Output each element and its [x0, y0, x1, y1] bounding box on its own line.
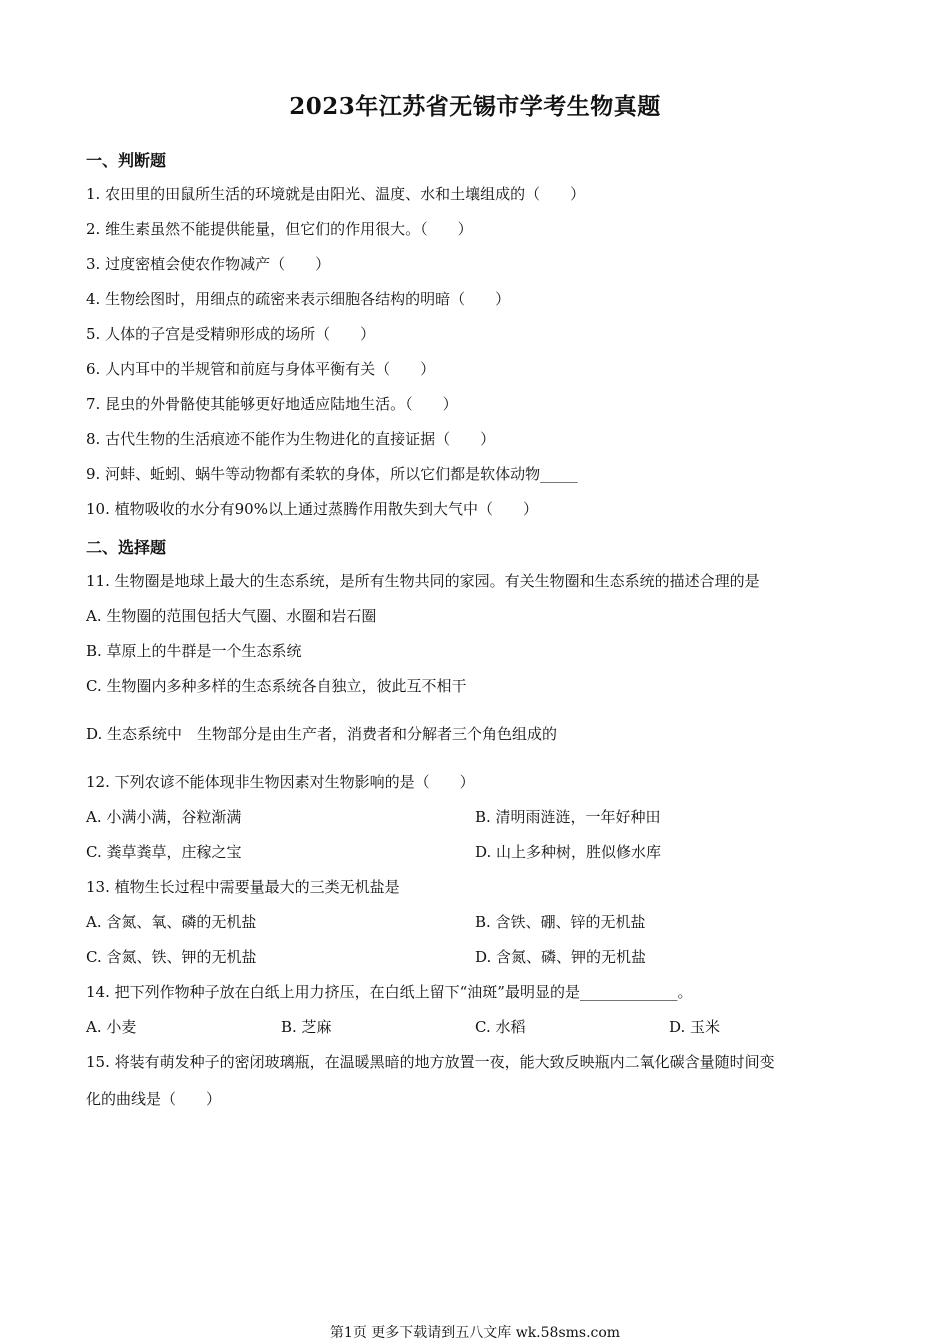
question-11-option-b: B. 草原上的牛群是一个生态系统	[86, 642, 302, 660]
section-heading-choice: 二、选择题	[86, 538, 167, 557]
question-11-option-a: A. 生物圈的范围包括大气圈、水圈和岩石圈	[86, 607, 377, 625]
question-12-option-a: A. 小满小满，谷粒渐满	[86, 808, 242, 826]
question-13-option-a: A. 含氮、氧、磷的无机盐	[86, 913, 257, 931]
judgment-item-4: 4. 生物绘图时，用细点的疏密来表示细胞各结构的明暗（ ）	[86, 290, 511, 308]
question-13-option-d: D. 含氮、磷、钾的无机盐	[475, 948, 647, 966]
question-14-option-d: D. 玉米	[669, 1018, 721, 1036]
judgment-item-2: 2. 维生素虽然不能提供能量，但它们的作用很大。（ ）	[86, 220, 473, 238]
section-heading-judgment: 一、判断题	[86, 151, 167, 170]
judgment-item-1: 1. 农田里的田鼠所生活的环境就是由阳光、温度、水和土壤组成的（ ）	[86, 185, 586, 203]
question-14-option-a: A. 小麦	[86, 1018, 137, 1036]
judgment-item-8: 8. 古代生物的生活痕迹不能作为生物进化的直接证据（ ）	[86, 430, 496, 448]
question-14-option-b: B. 芝麻	[281, 1018, 332, 1036]
page-footer: 第1页 更多下载请到五八文库 wk.58sms.com	[329, 1325, 621, 1341]
question-15-stem-line-1: 15. 将装有萌发种子的密闭玻璃瓶，在温暖黑暗的地方放置一夜，能大致反映瓶内二氧化碳含量随时间变	[86, 1053, 775, 1071]
judgment-item-7: 7. 昆虫的外骨骼使其能够更好地适应陆地生活。（ ）	[86, 395, 458, 413]
question-11-option-d: D. 生态系统中 生物部分是由生产者，消费者和分解者三个角色组成的	[86, 725, 558, 743]
page-title: 2023年江苏省无锡市学考生物真题	[289, 93, 661, 120]
question-14-option-c: C. 水稻	[475, 1018, 526, 1036]
question-13-option-b: B. 含铁、硼、锌的无机盐	[475, 913, 646, 931]
question-12-option-b: B. 清明雨涟涟，一年好种田	[475, 808, 661, 826]
judgment-item-10: 10. 植物吸收的水分有90%以上通过蒸腾作用散失到大气中（ ）	[86, 500, 538, 518]
question-12-option-c: C. 粪草粪草，庄稼之宝	[86, 843, 242, 861]
judgment-item-9: 9. 河蚌、蚯蚓、蜗牛等动物都有柔软的身体，所以它们都是软体动物_____	[86, 465, 578, 483]
question-15-stem-line-2: 化的曲线是（ ）	[86, 1090, 222, 1108]
question-14-stem: 14. 把下列作物种子放在白纸上用力挤压，在白纸上留下“油斑”最明显的是_____________。	[86, 983, 693, 1001]
question-11-stem: 11. 生物圈是地球上最大的生态系统，是所有生物共同的家园。有关生物圈和生态系统的描述合理的是	[86, 572, 760, 590]
question-13-option-c: C. 含氮、铁、钾的无机盐	[86, 948, 257, 966]
question-12-option-d: D. 山上多种树，胜似修水库	[475, 843, 662, 861]
judgment-item-6: 6. 人内耳中的半规管和前庭与身体平衡有关（ ）	[86, 360, 436, 378]
question-13-stem: 13. 植物生长过程中需要量最大的三类无机盐是	[86, 878, 400, 896]
question-12-stem: 12. 下列农谚不能体现非生物因素对生物影响的是（ ）	[86, 773, 475, 791]
question-11-option-c: C. 生物圈内多种多样的生态系统各自独立，彼此互不相干	[86, 677, 467, 695]
judgment-item-3: 3. 过度密植会使农作物减产（ ）	[86, 255, 331, 273]
judgment-item-5: 5. 人体的子宫是受精卵形成的场所（ ）	[86, 325, 376, 343]
